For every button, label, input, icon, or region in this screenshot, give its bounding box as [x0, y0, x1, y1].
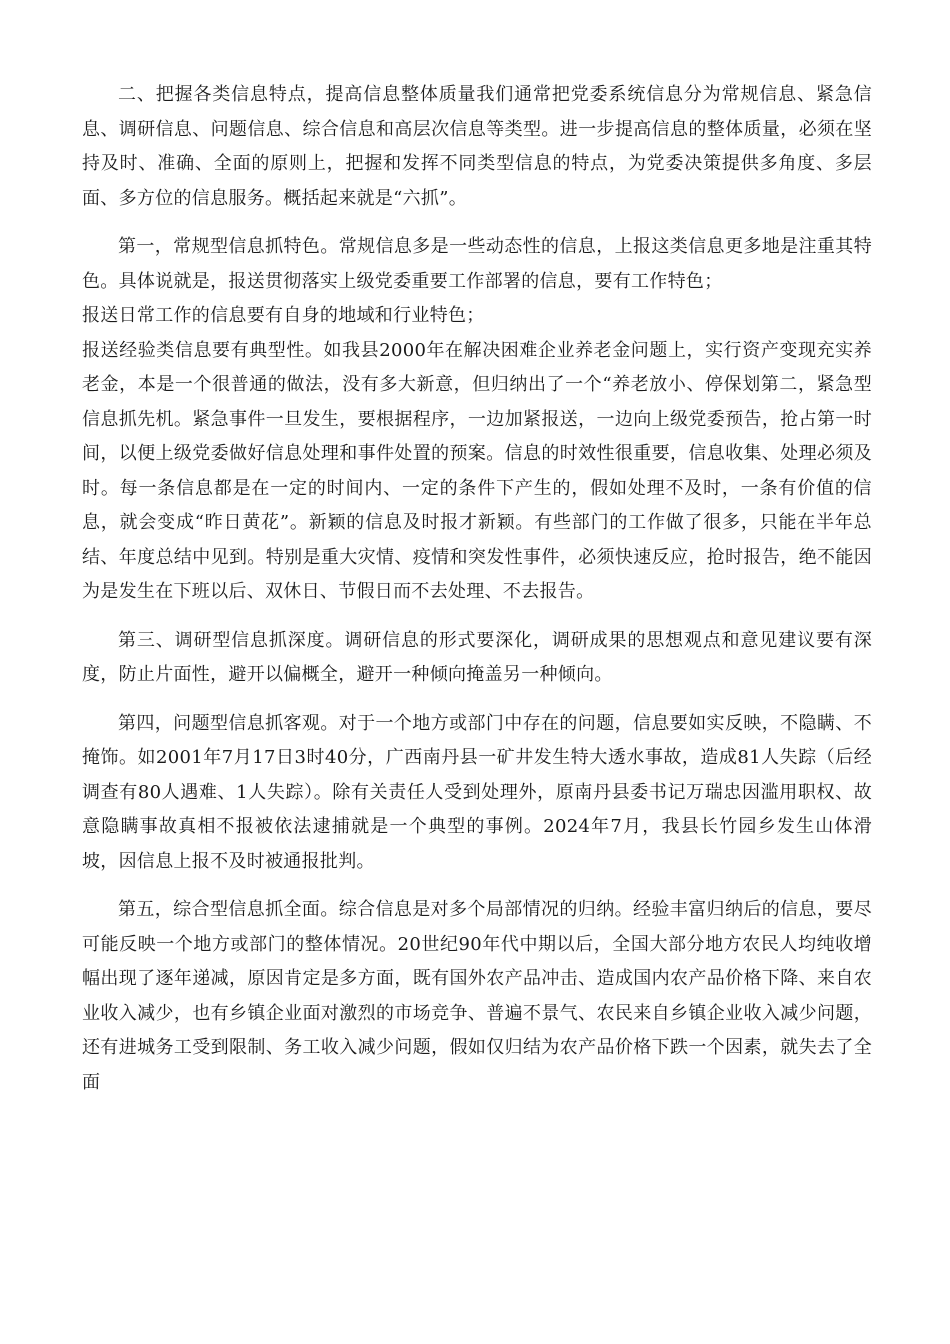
- paragraph-research-info: 第三、调研型信息抓深度。调研信息的形式要深化，调研成果的思想观点和意见建议要有深度，防止片面性，避开以偏概全，避开一种倾向掩盖另一种倾向。: [82, 629, 872, 685]
- document-page: [82, 78, 872, 1100]
- paragraph-info-characteristics: 二、把握各类信息特点，提高信息整体质量我们通常把党委系统信息分为常规信息、紧急信息、调研信息、问题信息、综合信息和高层次信息等类型。进一步提高信息的整体质量，必须在坚持及时、准确、全面的原则上，把握和发挥不同类型信息的特点，为党委决策提供多角度、多层面、多方位的信息服务。概括起来就是“六抓”。: [82, 84, 872, 209]
- paragraph-routine-info: 第一，常规型信息抓特色。常规信息多是一些动态性的信息，上报这类信息更多地是注重其特色。具体说就是，报送贯彻落实上级党委重要工作部署的信息，要有工作特色；: [82, 236, 872, 292]
- paragraph-problem-info: 第四，问题型信息抓客观。对于一个地方或部门中存在的问题，信息要如实反映，不隐瞒、不掩饰。如2001年7月17日3时40分，广西南丹县一矿井发生特大透水事故，造成81人失踪（后经调查有80人遇难、1人失踪）。除有关责任人受到处理外，原南丹县委书记万瑞忠因滥用职权、故意隐瞒事故真相不报被依法逮捕就是一个典型的事例。2024年7月，我县长竹园乡发生山体滑坡，因信息上报不及时被通报批判。: [82, 712, 872, 872]
- paragraph-daily-work-info: 报送日常工作的信息要有自身的地域和行业特色；: [82, 305, 485, 326]
- paragraph-experience-and-urgent-info: 报送经验类信息要有典型性。如我县2000年在解决困难企业养老金问题上，实行资产变现充实养老金，本是一个很普通的做法，没有多大新意，但归纳出了一个“养老放小、停保划第二，紧急型信息抓先机。紧急事件一旦发生，要根据程序，一边加紧报送，一边向上级党委预告，抢占第一时间，以便上级党委做好信息处理和事件处置的预案。信息的时效性很重要，信息收集、处理必须及时。每一条信息都是在一定的时间内、一定的条件下产生的，假如处理不及时，一条有价值的信息，就会变成“昨日黄花”。新颖的信息及时报才新颖。有些部门的工作做了很多，只能在半年总结、年度总结中见到。特别是重大灾情、疫情和突发性事件，必须快速反应，抢时报告，绝不能因为是发生在下班以后、双休日、节假日而不去处理、不去报告。: [82, 339, 872, 602]
- paragraph-comprehensive-info: 第五，综合型信息抓全面。综合信息是对多个局部情况的归纳。经验丰富归纳后的信息，要尽可能反映一个地方或部门的整体情况。20世纪90年代中期以后，全国大部分地方农民人均纯收增幅出现了逐年递减，原因肯定是多方面，既有国外农产品冲击、造成国内农产品价格下降、来自农业收入减少，也有乡镇企业面对激烈的市场竞争、普遍不景气、农民来自乡镇企业收入减少问题，还有进城务工受到限制、务工收入减少问题，假如仅归结为农产品价格下跌一个因素，就失去了全面: [82, 899, 872, 1093]
